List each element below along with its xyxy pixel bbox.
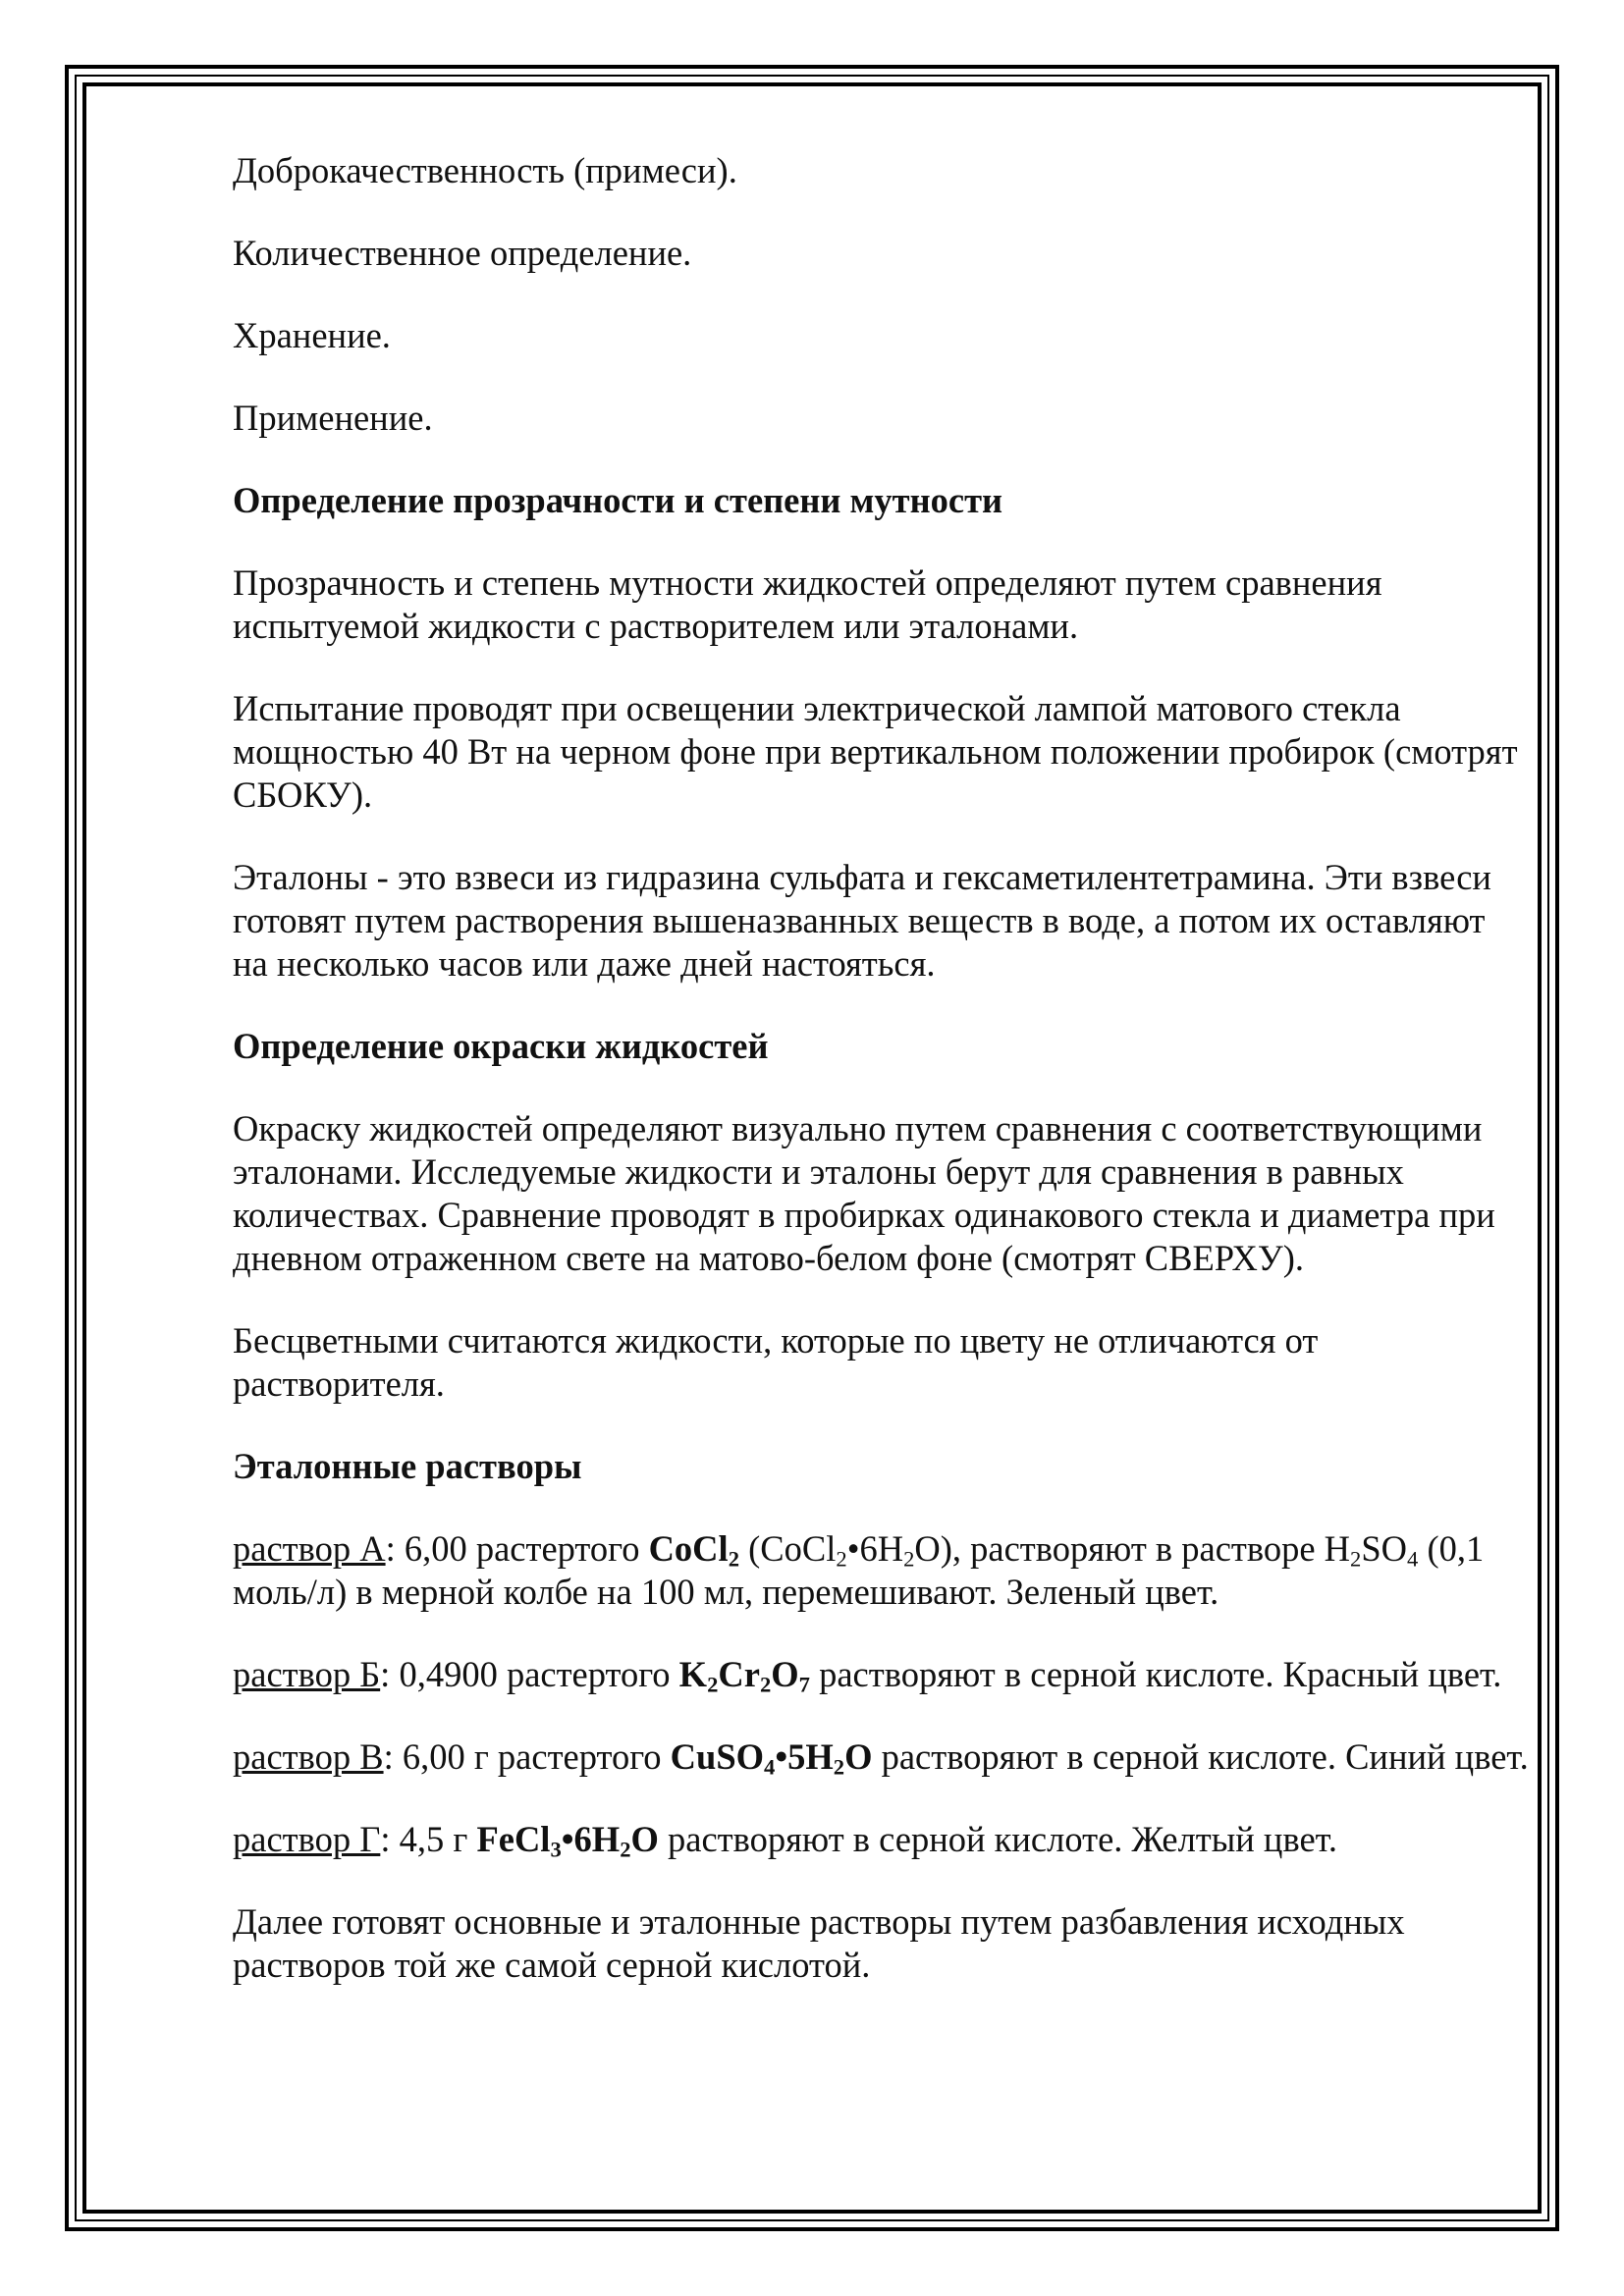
paragraph: Окраску жидкостей определяют визуально путем сравнения с соответствующими эталонами. Исследуемые жидкости и эталоны берут для сравнения в равных количествах. Сравнение проводят в пробирках одинакового стекла и диаметра при дневном отраженном свете на матово-белом фоне (смотрят СВЕРХУ). xyxy=(233,1108,1495,1278)
section-heading: Эталонные растворы xyxy=(233,1446,582,1486)
formula: $FeCl_3•6H_2O$ xyxy=(476,1819,659,1862)
solution-a-paragraph: раствор А: 6,00 растертого CoCl$_2$ $(CoCl_2•6H_2O)$, растворяют в растворе $H_2SO_4$ (0,1 моль/л) в мерной колбе на 100 мл, перемешивают. Зеленый цвет. xyxy=(233,1528,1485,1612)
section-heading: Определение прозрачности и степени мутности xyxy=(233,480,1003,520)
paragraph: Бесцветными считаются жидкости, которые по цвету не отличаются от растворителя. xyxy=(233,1320,1319,1404)
list-item: Количественное определение. xyxy=(233,233,692,273)
solution-v-paragraph: раствор В: 6,00 г растертого $CuSO_4•5H_2O$ растворяют в серной кислоте. Синий цвет. xyxy=(233,1736,1529,1780)
formula: $CuSO_4•5H_2O$ xyxy=(670,1736,873,1780)
document-body xyxy=(233,149,1529,2026)
list-item: Доброкачественность (примеси). xyxy=(233,150,737,190)
paragraph: Испытание проводят при освещении электрической лампой матового стекла мощностью 40 Вт на черном фоне при вертикальном положении пробирок (смотрят СБОКУ). xyxy=(233,688,1518,815)
paragraph: Далее готовят основные и эталонные растворы путем разбавления исходных растворов той же самой серной кислотой. xyxy=(233,1901,1405,1985)
paragraph: Эталоны - это взвеси из гидразина сульфата и гексаметилентетрамина. Эти взвеси готовят путем растворения вышеназванных веществ в воде, а потом их оставляют на несколько часов или даже дней настояться. xyxy=(233,857,1491,984)
section-heading: Определение окраски жидкостей xyxy=(233,1026,769,1066)
solution-label: раствор Б xyxy=(233,1654,381,1694)
solution-label: раствор В xyxy=(233,1736,384,1777)
paragraph: Прозрачность и степень мутности жидкостей определяют путем сравнения испытуемой жидкости с растворителем или эталонами. xyxy=(233,562,1382,646)
solution-label: раствор Г xyxy=(233,1819,381,1859)
formula: $K_2Cr_2O_7$ xyxy=(678,1654,810,1697)
formula: CoCl$_2$ xyxy=(648,1528,739,1572)
list-item: Применение. xyxy=(233,398,433,438)
list-item: Хранение. xyxy=(233,315,391,355)
solution-label: раствор А xyxy=(233,1528,386,1569)
solution-b-paragraph: раствор Б: 0,4900 растертого $K_2Cr_2O_7$ растворяют в серной кислоте. Красный цвет. xyxy=(233,1654,1502,1697)
solution-g-paragraph: раствор Г: 4,5 г $FeCl_3•6H_2O$ растворяют в серной кислоте. Желтый цвет. xyxy=(233,1819,1338,1862)
